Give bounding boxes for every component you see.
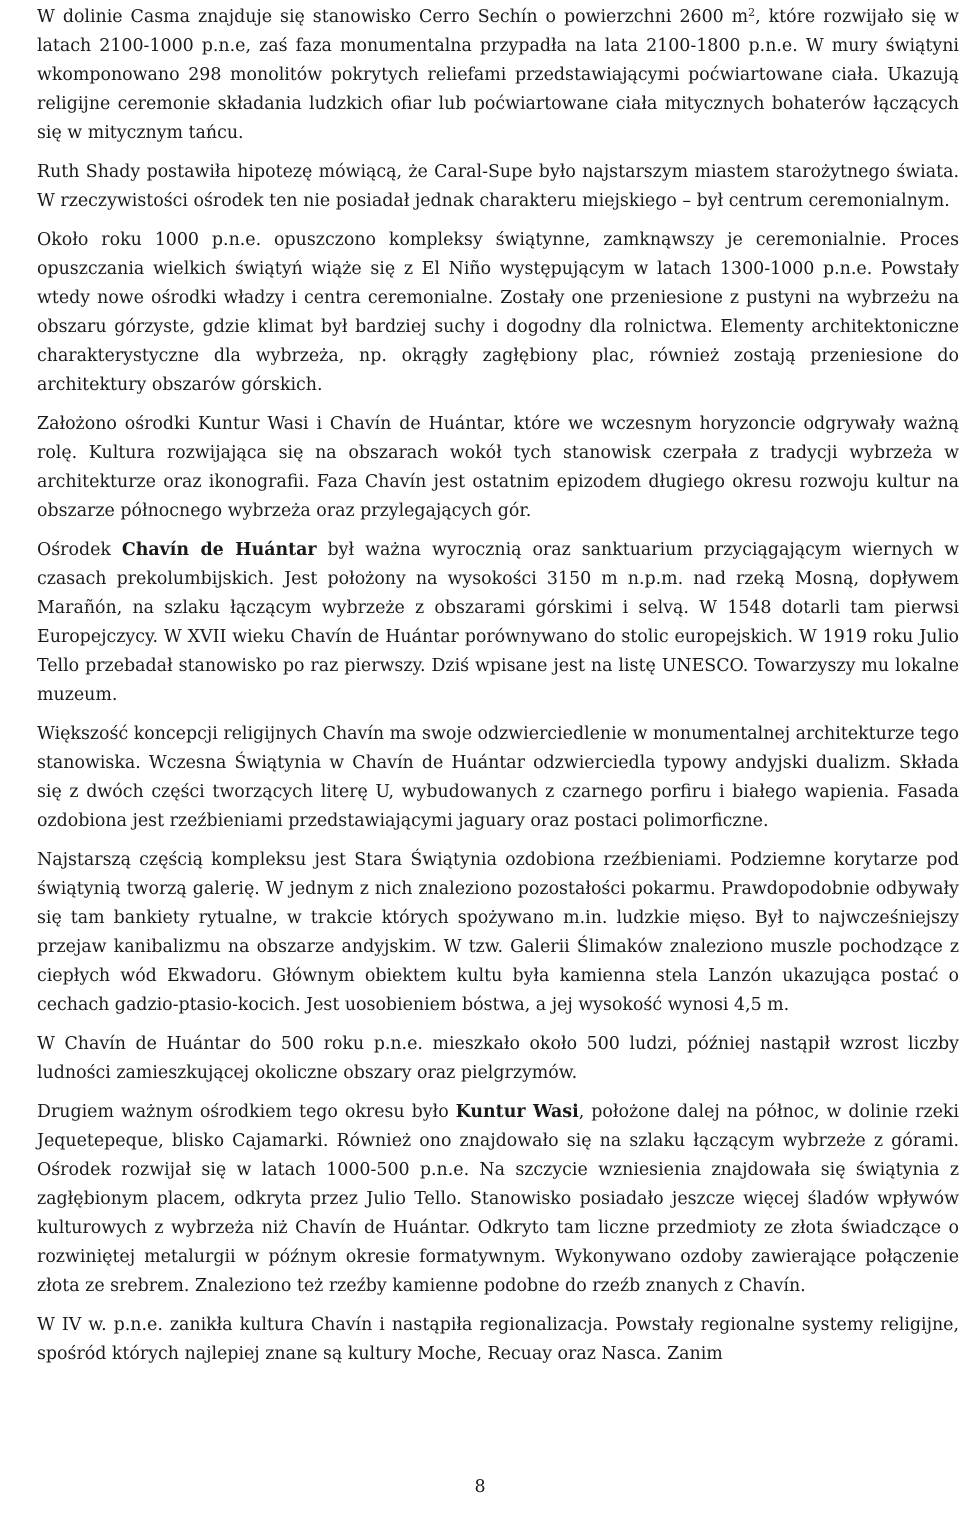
text-run: W IV w. p.n.e. zanikła kultura Chavín i nastąpiła regionalizacja. Powstały regionalne systemy religijne, spośród których najlepiej znane są kultury Moche, Recuay oraz Nasca. Zanim <box>37 1315 959 1364</box>
paragraph <box>37 158 959 216</box>
paragraph <box>37 1311 959 1369</box>
text-run: Założono ośrodki Kuntur Wasi i Chavín de Huántar, które we wczesnym horyzoncie odgrywały ważną rolę. Kultura rozwijająca się na obszarach wokół tych stanowisk czerpała z tradycji wybrzeża w architekturze oraz ikonografii. Faza Chavín jest ostatnim epizodem długiego okresu rozwoju kultur na obszarze północnego wybrzeża oraz przylegających gór. <box>37 414 959 521</box>
bold-term: Chavín de Huántar <box>121 540 317 560</box>
text-run: Ruth Shady postawiła hipotezę mówiącą, że Caral-Supe było najstarszym miastem starożytnego świata. W rzeczywistości ośrodek ten nie posiadał jednak charakteru miejskiego – był centrum ceremonialnym. <box>37 162 959 211</box>
text-run: Większość koncepcji religijnych Chavín ma swoje odzwierciedlenie w monumentalnej architekturze tego stanowiska. Wczesna Świątynia w Chavín de Huántar odzwierciedla typowy andyjski dualizm. Składa się z dwóch części tworzących literę U, wybudowanych z czarnego porfiru i białego wapienia. Fasada ozdobiona jest rzeźbieniami przedstawiającymi jaguary oraz postaci polimorficzne. <box>37 724 959 831</box>
paragraph <box>37 720 959 836</box>
page-number: 8 <box>474 1477 486 1497</box>
text-run: Ośrodek <box>37 540 122 560</box>
paragraph <box>37 1098 959 1301</box>
paragraph <box>37 536 959 710</box>
text-run: był ważna wyrocznią oraz sanktuarium przyciągającym wiernych w czasach prekolumbijskich. Jest położony na wysokości 3150 m n.p.m. nad rzeką Mosną, dopływem Marañón, na szlaku łączącym wybrzeże z obszarami górskimi i selvą. W 1548 dotarli tam pierwsi Europejczycy. W XVII wieku Chavín de Huántar porównywano do stolic europejskich. W 1919 roku Julio Tello przebadał stanowisko po raz pierwszy. Dziś wpisane jest na listę UNESCO. Towarzyszy mu lokalne muzeum. <box>37 540 959 705</box>
text-run: W Chavín de Huántar do 500 roku p.n.e. mieszkało około 500 ludzi, później nastąpił wzrost liczby ludności zamieszkującej okoliczne obszary oraz pielgrzymów. <box>37 1034 959 1083</box>
superscript: 2 <box>748 6 756 19</box>
paragraph <box>37 846 959 1020</box>
text-run: , które rozwijało się w latach 2100-1000 p.n.e, zaś faza monumentalna przypadła na lata 2100-1800 p.n.e. W mury świątyni wkomponowano 298 monolitów pokrytych reliefami przedstawiającymi poćwiartowane ciała. Ukazują religijne ceremonie składania ludzkich ofiar lub poćwiartowane ciała mitycznych bohaterów łączących się w mitycznym tańcu. <box>37 7 959 143</box>
paragraph <box>37 1030 959 1088</box>
bold-term: Kuntur Wasi <box>455 1102 579 1122</box>
text-run: W dolinie Casma znajduje się stanowisko Cerro Sechín o powierzchni 2600 m <box>37 7 749 27</box>
paragraph <box>37 3 959 148</box>
text-run: Około roku 1000 p.n.e. opuszczono kompleksy świątynne, zamknąwszy je ceremonialnie. Proces opuszczania wielkich świątyń wiąże się z El Niño występującym w latach 1300-1000 p.n.e. Powstały wtedy nowe ośrodki władzy i centra ceremonialne. Zostały one przeniesione z pustyni na wybrzeżu na obszaru górzyste, gdzie klimat był bardziej suchy i dogodny dla rolnictwa. Elementy architektoniczne charakterystyczne dla wybrzeża, np. okrągły zagłębiony plac, również zostają przeniesione do architektury obszarów górskich. <box>37 230 959 395</box>
text-run: Drugiem ważnym ośrodkiem tego okresu było <box>37 1102 456 1122</box>
paragraph <box>37 410 959 526</box>
body-text <box>37 3 959 1379</box>
text-run: Najstarszą częścią kompleksu jest Stara Świątynia ozdobiona rzeźbieniami. Podziemne korytarze pod świątynią tworzą galerię. W jednym z nich znaleziono pozostałości pokarmu. Prawdopodobnie odbywały się tam bankiety rytualne, w trakcie których spożywano m.in. ludzkie mięso. Był to najwcześniejszy przejaw kanibalizmu na obszarze andyjskim. W tzw. Galerii Ślimaków znaleziono muszle pochodzące z ciepłych wód Ekwadoru. Głównym obiektem kultu była kamienna stela Lanzón ukazująca postać o cechach gadzio-ptasio-kocich. Jest uosobieniem bóstwa, a jej wysokość wynosi 4,5 m. <box>37 850 959 1015</box>
text-run: , położone dalej na północ, w dolinie rzeki Jequetepeque, blisko Cajamarki. Również ono znajdowało się na szlaku łączącym wybrzeże z górami. Ośrodek rozwijał się w latach 1000-500 p.n.e. Na szczycie wzniesienia znajdowała się świątynia z zagłębionym placem, odkryta przez Julio Tello. Stanowisko posiadało jeszcze więcej śladów wpływów kulturowych z wybrzeża niż Chavín de Huántar. Odkryto tam liczne przedmioty ze złota świadczące o rozwiniętej metalurgii w późnym okresie formatywnym. Wykonywano ozdoby zawierające połączenie złota ze srebrem. Znaleziono też rzeźby kamienne podobne do rzeźb znanych z Chavín. <box>37 1102 959 1296</box>
paragraph <box>37 226 959 400</box>
